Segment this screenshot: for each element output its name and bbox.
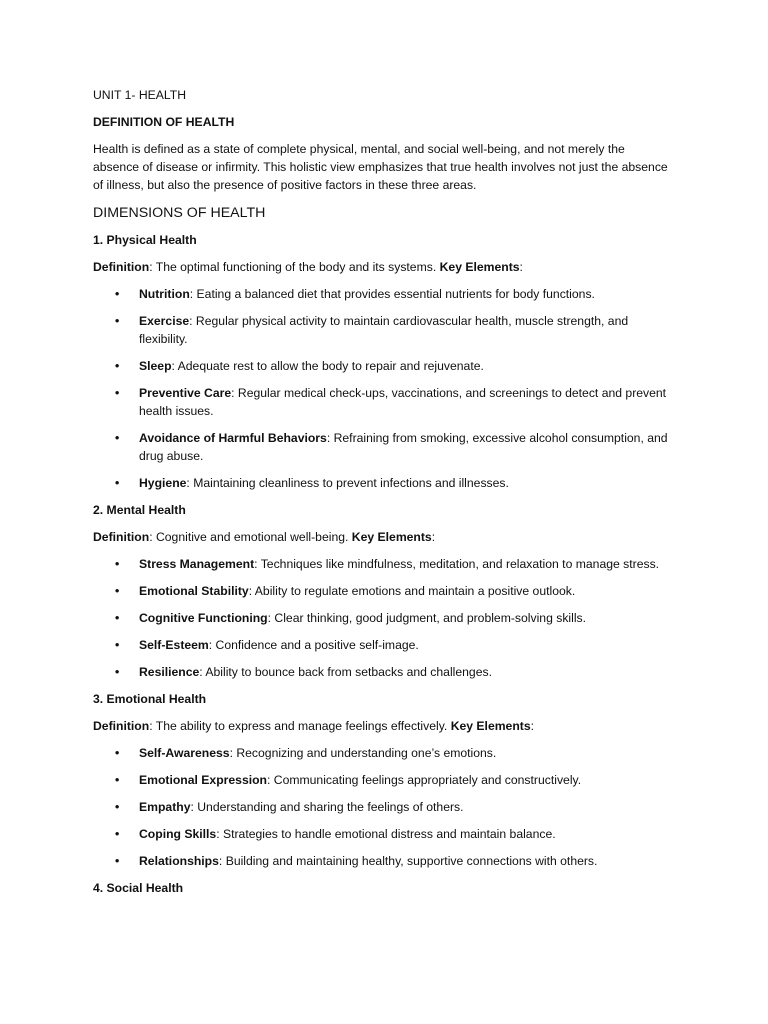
item-term: Self-Esteem [139,638,209,652]
item-term: Sleep [139,359,172,373]
bullet-icon: • [115,773,120,787]
key-elements-suffix: : [519,260,523,274]
key-elements-label: Key Elements [439,260,520,274]
item-desc: : Clear thinking, good judgment, and problem-solving skills. [267,611,587,625]
bullet-icon: • [115,638,120,652]
item-desc: : Eating a balanced diet that provides essential nutrients for body functions. [189,287,595,301]
bullet-icon: • [115,557,120,571]
item-desc: : Communicating feelings appropriately and constructively. [267,773,582,787]
bullet-icon: • [115,746,120,760]
item-term: Avoidance of Harmful Behaviors [139,431,327,445]
list-item [93,663,673,681]
bullet-icon: • [115,665,120,679]
list-item [93,771,673,789]
section-emotional-health [93,690,673,870]
key-elements-list [93,744,673,870]
bullet-icon: • [115,611,120,625]
definition-text: : Cognitive and emotional well-being. [149,530,352,544]
list-item [93,474,673,492]
definition-line [93,717,673,735]
definition-label: Definition [93,530,150,544]
item-term: Emotional Stability [139,584,249,598]
section-mental-health [93,501,673,681]
list-item [93,357,673,375]
list-item [93,744,673,762]
definition-line [93,528,673,546]
item-term: Coping Skills [139,827,217,841]
definition-label: Definition [93,719,150,733]
item-desc: : Building and maintaining healthy, supportive connections with others. [218,854,598,868]
list-item [93,636,673,654]
bullet-icon: • [115,827,120,841]
key-elements-list [93,555,673,681]
list-item [93,555,673,573]
definition-paragraph: Health is defined as a state of complete physical, mental, and social well-being, and not merely the absence of disease or infirmity. This holistic view emphasizes that true health involves not just the absence of illness, but also the presence of positive factors in these three areas. [93,142,668,192]
key-elements-label: Key Elements [450,719,531,733]
list-item [93,609,673,627]
section-heading: 3. Emotional Health [93,692,207,706]
bullet-icon: • [115,314,120,328]
key-elements-suffix: : [530,719,535,733]
item-desc: : Recognizing and understanding one’s emotions. [229,746,497,760]
item-term: Relationships [139,854,219,868]
item-term: Preventive Care [139,386,232,400]
section-heading: 2. Mental Health [93,503,186,517]
item-desc: : Techniques like mindfulness, meditation, and relaxation to manage stress. [254,557,660,571]
bullet-icon: • [115,476,120,490]
list-item [93,429,673,465]
list-item [93,285,673,303]
bullet-icon: • [115,800,120,814]
item-desc: : Ability to regulate emotions and maintain a positive outlook. [248,584,576,598]
definition-line [93,258,673,276]
bullet-icon: • [115,854,120,868]
list-item [93,384,673,420]
key-elements-label: Key Elements [351,530,432,544]
list-item [93,825,673,843]
bullet-icon: • [115,287,120,301]
item-term: Stress Management [139,557,255,571]
list-item [93,312,673,348]
definition-heading: DEFINITION OF HEALTH [93,115,235,129]
unit-title: UNIT 1- HEALTH [93,88,186,102]
list-item [93,852,673,870]
item-term: Nutrition [139,287,190,301]
item-desc: : Strategies to handle emotional distress and maintain balance. [216,827,556,841]
item-desc: : Understanding and sharing the feelings of others. [190,800,464,814]
definition-text: : The ability to express and manage feelings effectively. [149,719,451,733]
key-elements-list [93,285,673,492]
bullet-icon: • [115,386,120,400]
item-desc: : Refraining from smoking, excessive alcohol consumption, and drug abuse. [139,431,668,463]
section-heading: 1. Physical Health [93,233,197,247]
definition-label: Definition [93,260,150,274]
item-term: Hygiene [139,476,187,490]
item-term: Resilience [139,665,200,679]
item-desc: : Ability to bounce back from setbacks and challenges. [199,665,492,679]
list-item [93,798,673,816]
key-elements-suffix: : [431,530,436,544]
bullet-icon: • [115,359,120,373]
item-desc: : Confidence and a positive self-image. [208,638,419,652]
item-term: Exercise [139,314,190,328]
item-desc: : Maintaining cleanliness to prevent infections and illnesses. [186,476,509,490]
item-term: Emotional Expression [139,773,267,787]
definition-text: : The optimal functioning of the body and its systems. [149,260,440,274]
document-page [93,86,673,906]
item-term: Empathy [139,800,191,814]
bullet-icon: • [115,431,120,445]
item-term: Cognitive Functioning [139,611,268,625]
item-desc: : Regular physical activity to maintain cardiovascular health, muscle strength, and flexibility. [139,314,629,346]
section-physical-health [93,231,673,492]
dimensions-heading: DIMENSIONS OF HEALTH [93,205,266,221]
bullet-icon: • [115,584,120,598]
list-item [93,582,673,600]
social-health-heading: 4. Social Health [93,881,184,895]
item-desc: : Regular medical check-ups, vaccinations, and screenings to detect and prevent health issues. [139,386,667,418]
item-desc: : Adequate rest to allow the body to repair and rejuvenate. [171,359,484,373]
item-term: Self-Awareness [139,746,230,760]
